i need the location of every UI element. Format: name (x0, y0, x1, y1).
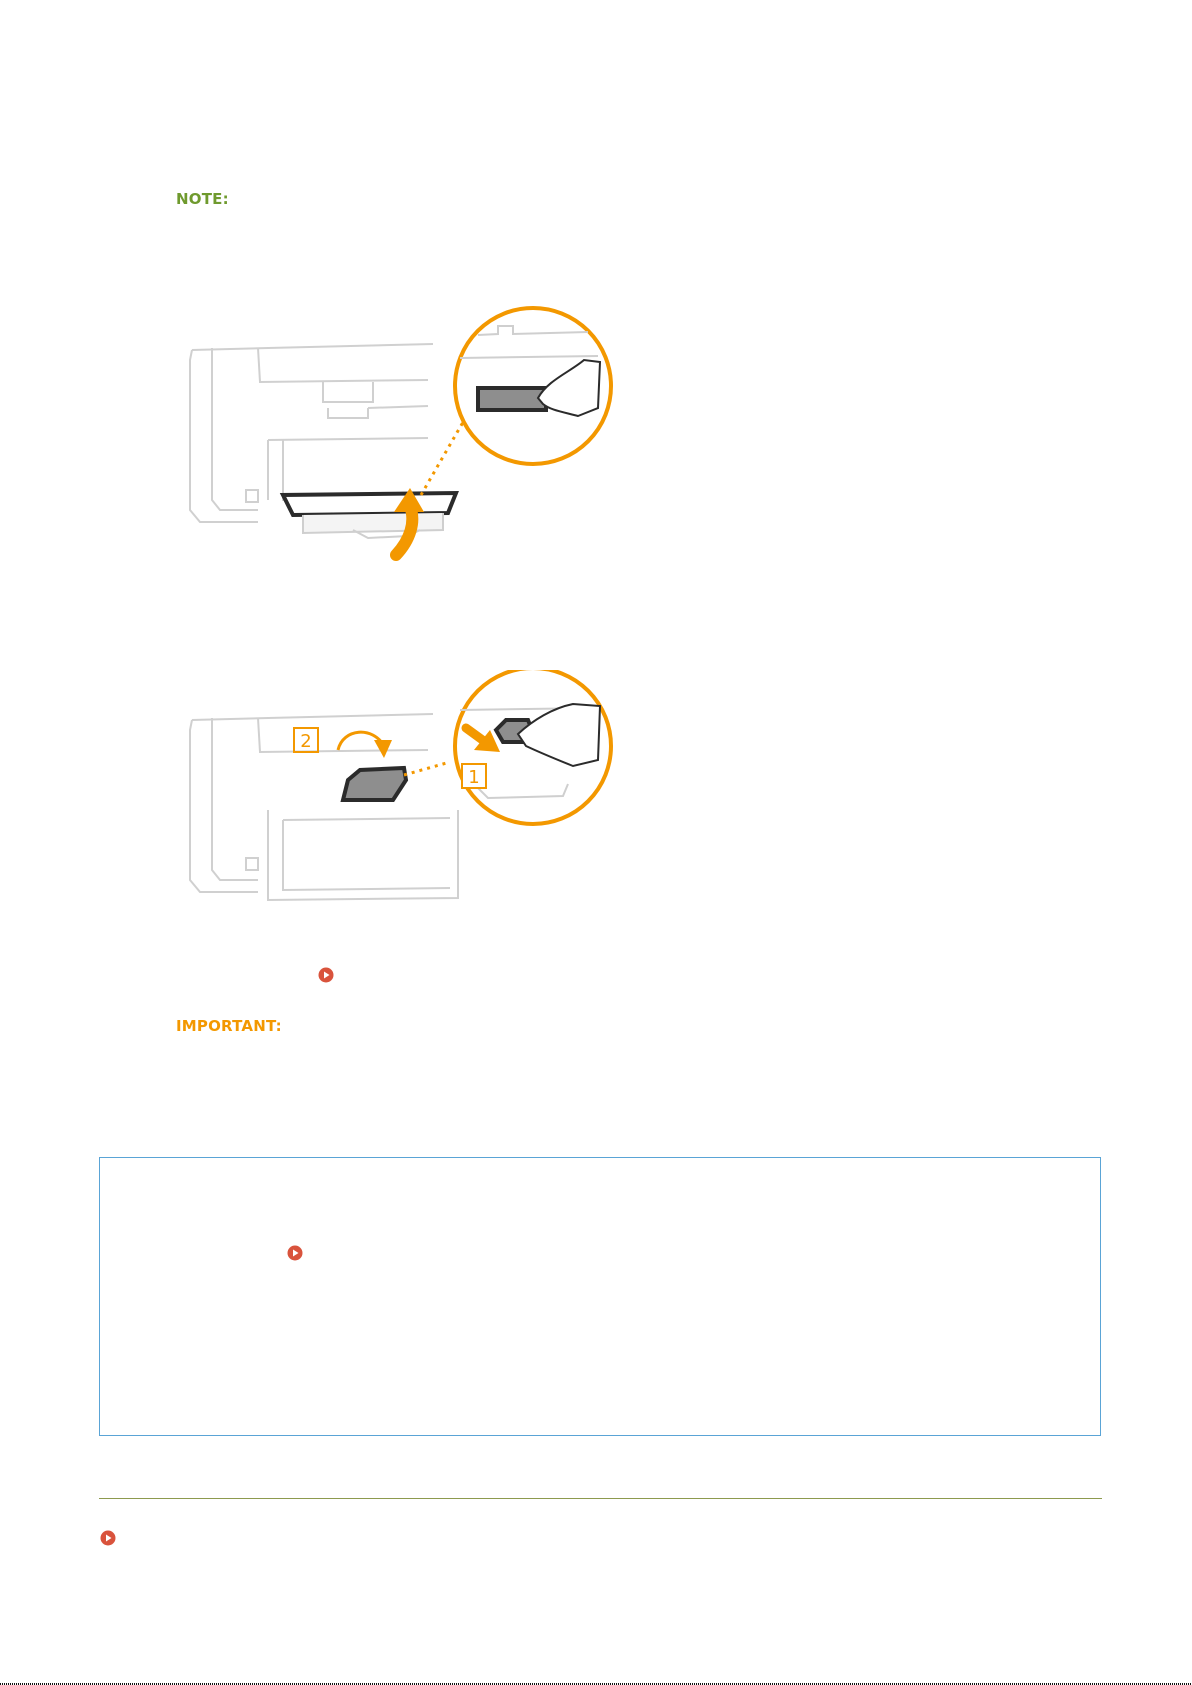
printer-body (190, 714, 458, 900)
paper-tray (283, 493, 456, 538)
note-label: NOTE: (176, 190, 229, 208)
section-divider (99, 1498, 1102, 1499)
zoom-circle (455, 670, 611, 824)
printer-illustration-paper-stopper (188, 300, 618, 565)
callout-number-2: 2 (300, 731, 312, 752)
printer-illustration-open-stopper (188, 670, 618, 920)
zoom-circle (455, 308, 611, 464)
zoom-connector (404, 762, 450, 775)
curved-arrow-icon (338, 732, 392, 758)
play-circle-icon[interactable] (100, 1530, 116, 1546)
callout-number-1: 1 (468, 767, 480, 788)
important-label: IMPORTANT: (176, 1017, 282, 1035)
page-edge-marks (0, 1671, 1192, 1685)
play-circle-icon[interactable] (318, 967, 334, 983)
callout-2 (294, 728, 318, 752)
play-circle-icon[interactable] (287, 1245, 303, 1261)
paper-stopper (343, 768, 406, 800)
info-box (99, 1157, 1101, 1436)
